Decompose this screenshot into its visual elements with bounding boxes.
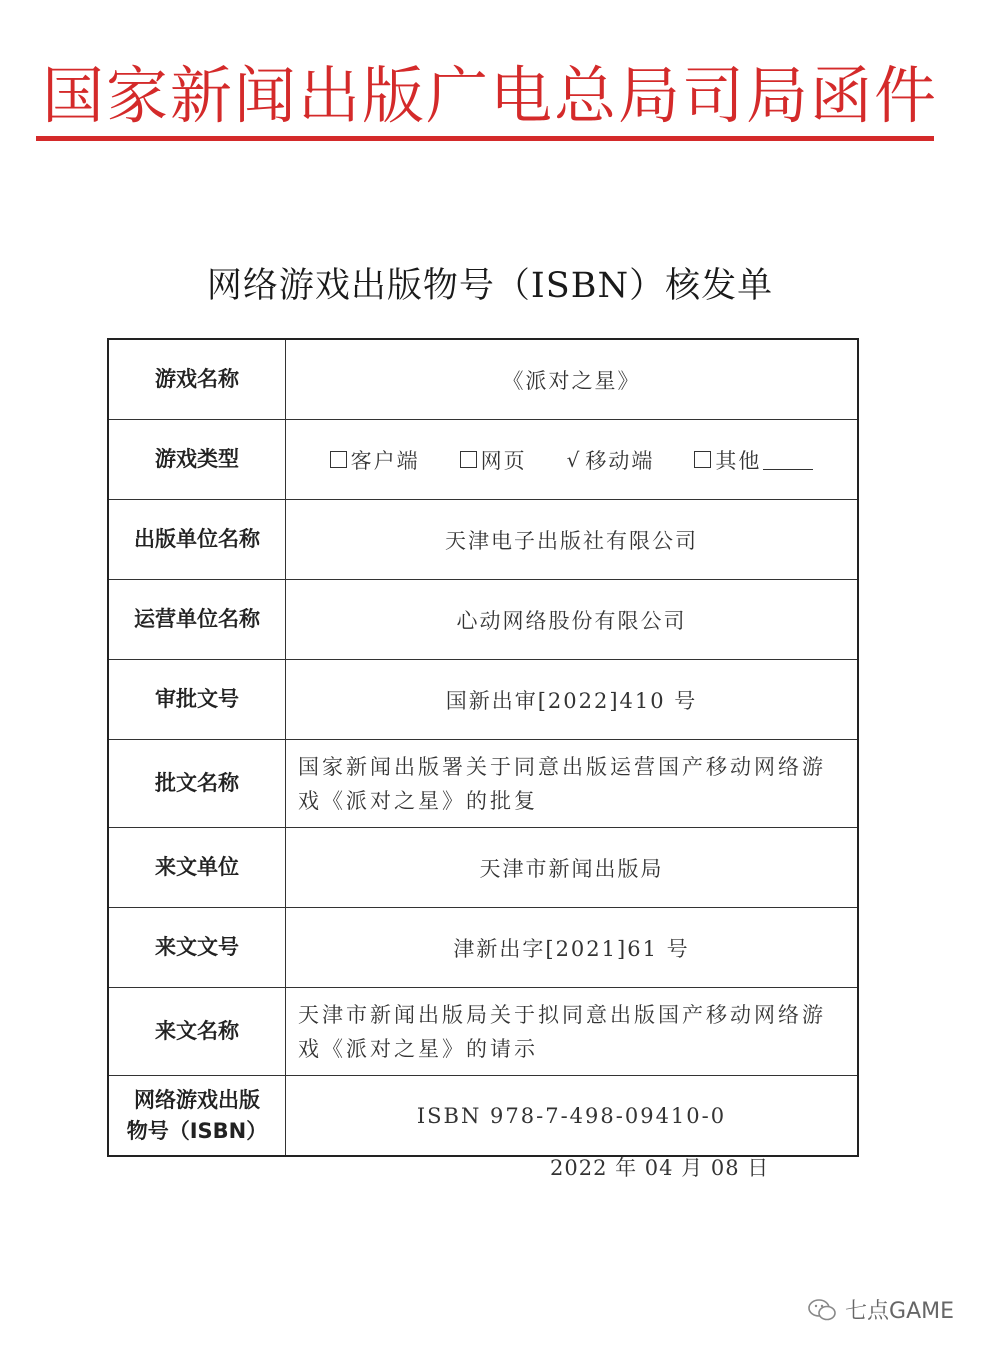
row-approval-title: [108, 740, 858, 828]
row-sender: [108, 828, 858, 908]
label-game-type: 游戏类型: [108, 420, 286, 500]
value-game-type: [286, 420, 859, 500]
label-game-name: 游戏名称: [108, 339, 286, 420]
label-isbn-line2: 物号（ISBN）: [126, 1118, 268, 1143]
checkbox-empty-icon: [460, 451, 477, 468]
isbn-form-table: [107, 338, 859, 1157]
label-sender: 来文单位: [108, 828, 286, 908]
letterhead: 国家新闻出版广电总局司局函件: [41, 59, 938, 132]
row-sender-no: [108, 908, 858, 988]
option-web: [460, 445, 527, 475]
label-operator: 运营单位名称: [108, 580, 286, 660]
blank-line: [763, 449, 813, 470]
option-client-label: 客户端: [350, 448, 420, 473]
row-publisher: [108, 500, 858, 580]
value-operator: 心动网络股份有限公司: [286, 580, 859, 660]
label-approval-no: 审批文号: [108, 660, 286, 740]
option-mobile-label: 移动端: [585, 448, 655, 473]
document-title: 网络游戏出版物号（ISBN）核发单: [206, 266, 774, 306]
option-client: [330, 445, 420, 475]
watermark: [807, 1294, 954, 1325]
option-web-label: 网页: [480, 448, 527, 473]
option-mobile: [567, 445, 655, 475]
value-approval-title: 国家新闻出版署关于同意出版运营国产移动网络游戏《派对之星》的批复: [286, 740, 859, 828]
label-isbn: [108, 1076, 286, 1157]
row-sender-title: [108, 988, 858, 1076]
watermark-text: 七点GAME: [845, 1299, 954, 1324]
value-approval-no: 国新出审[2022]410 号: [286, 660, 859, 740]
value-game-name: 《派对之星》: [286, 339, 859, 420]
value-sender-title: 天津市新闻出版局关于拟同意出版国产移动网络游戏《派对之星》的请示: [286, 988, 859, 1076]
row-game-type: [108, 420, 858, 500]
row-isbn: [108, 1076, 858, 1157]
label-approval-title: 批文名称: [108, 740, 286, 828]
option-other: [694, 445, 813, 475]
value-publisher: 天津电子出版社有限公司: [286, 500, 859, 580]
value-sender-no: 津新出字[2021]61 号: [286, 908, 859, 988]
wechat-icon: [807, 1297, 837, 1323]
value-sender: 天津市新闻出版局: [286, 828, 859, 908]
value-isbn: ISBN 978-7-498-09410-0: [286, 1076, 859, 1157]
checkbox-empty-icon: [694, 451, 711, 468]
checkbox-empty-icon: [330, 451, 347, 468]
game-type-options: [286, 445, 857, 475]
label-sender-no: 来文文号: [108, 908, 286, 988]
label-isbn-line1: 网络游戏出版: [134, 1087, 260, 1112]
row-approval-no: [108, 660, 858, 740]
option-other-label: 其他: [715, 448, 762, 473]
issue-date: 2022 年 04 月 08 日: [550, 1156, 770, 1180]
checkmark-icon: √: [566, 447, 582, 472]
label-sender-title: 来文名称: [108, 988, 286, 1076]
row-operator: [108, 580, 858, 660]
row-game-name: [108, 339, 858, 420]
red-rule-divider: [36, 136, 934, 141]
label-publisher: 出版单位名称: [108, 500, 286, 580]
